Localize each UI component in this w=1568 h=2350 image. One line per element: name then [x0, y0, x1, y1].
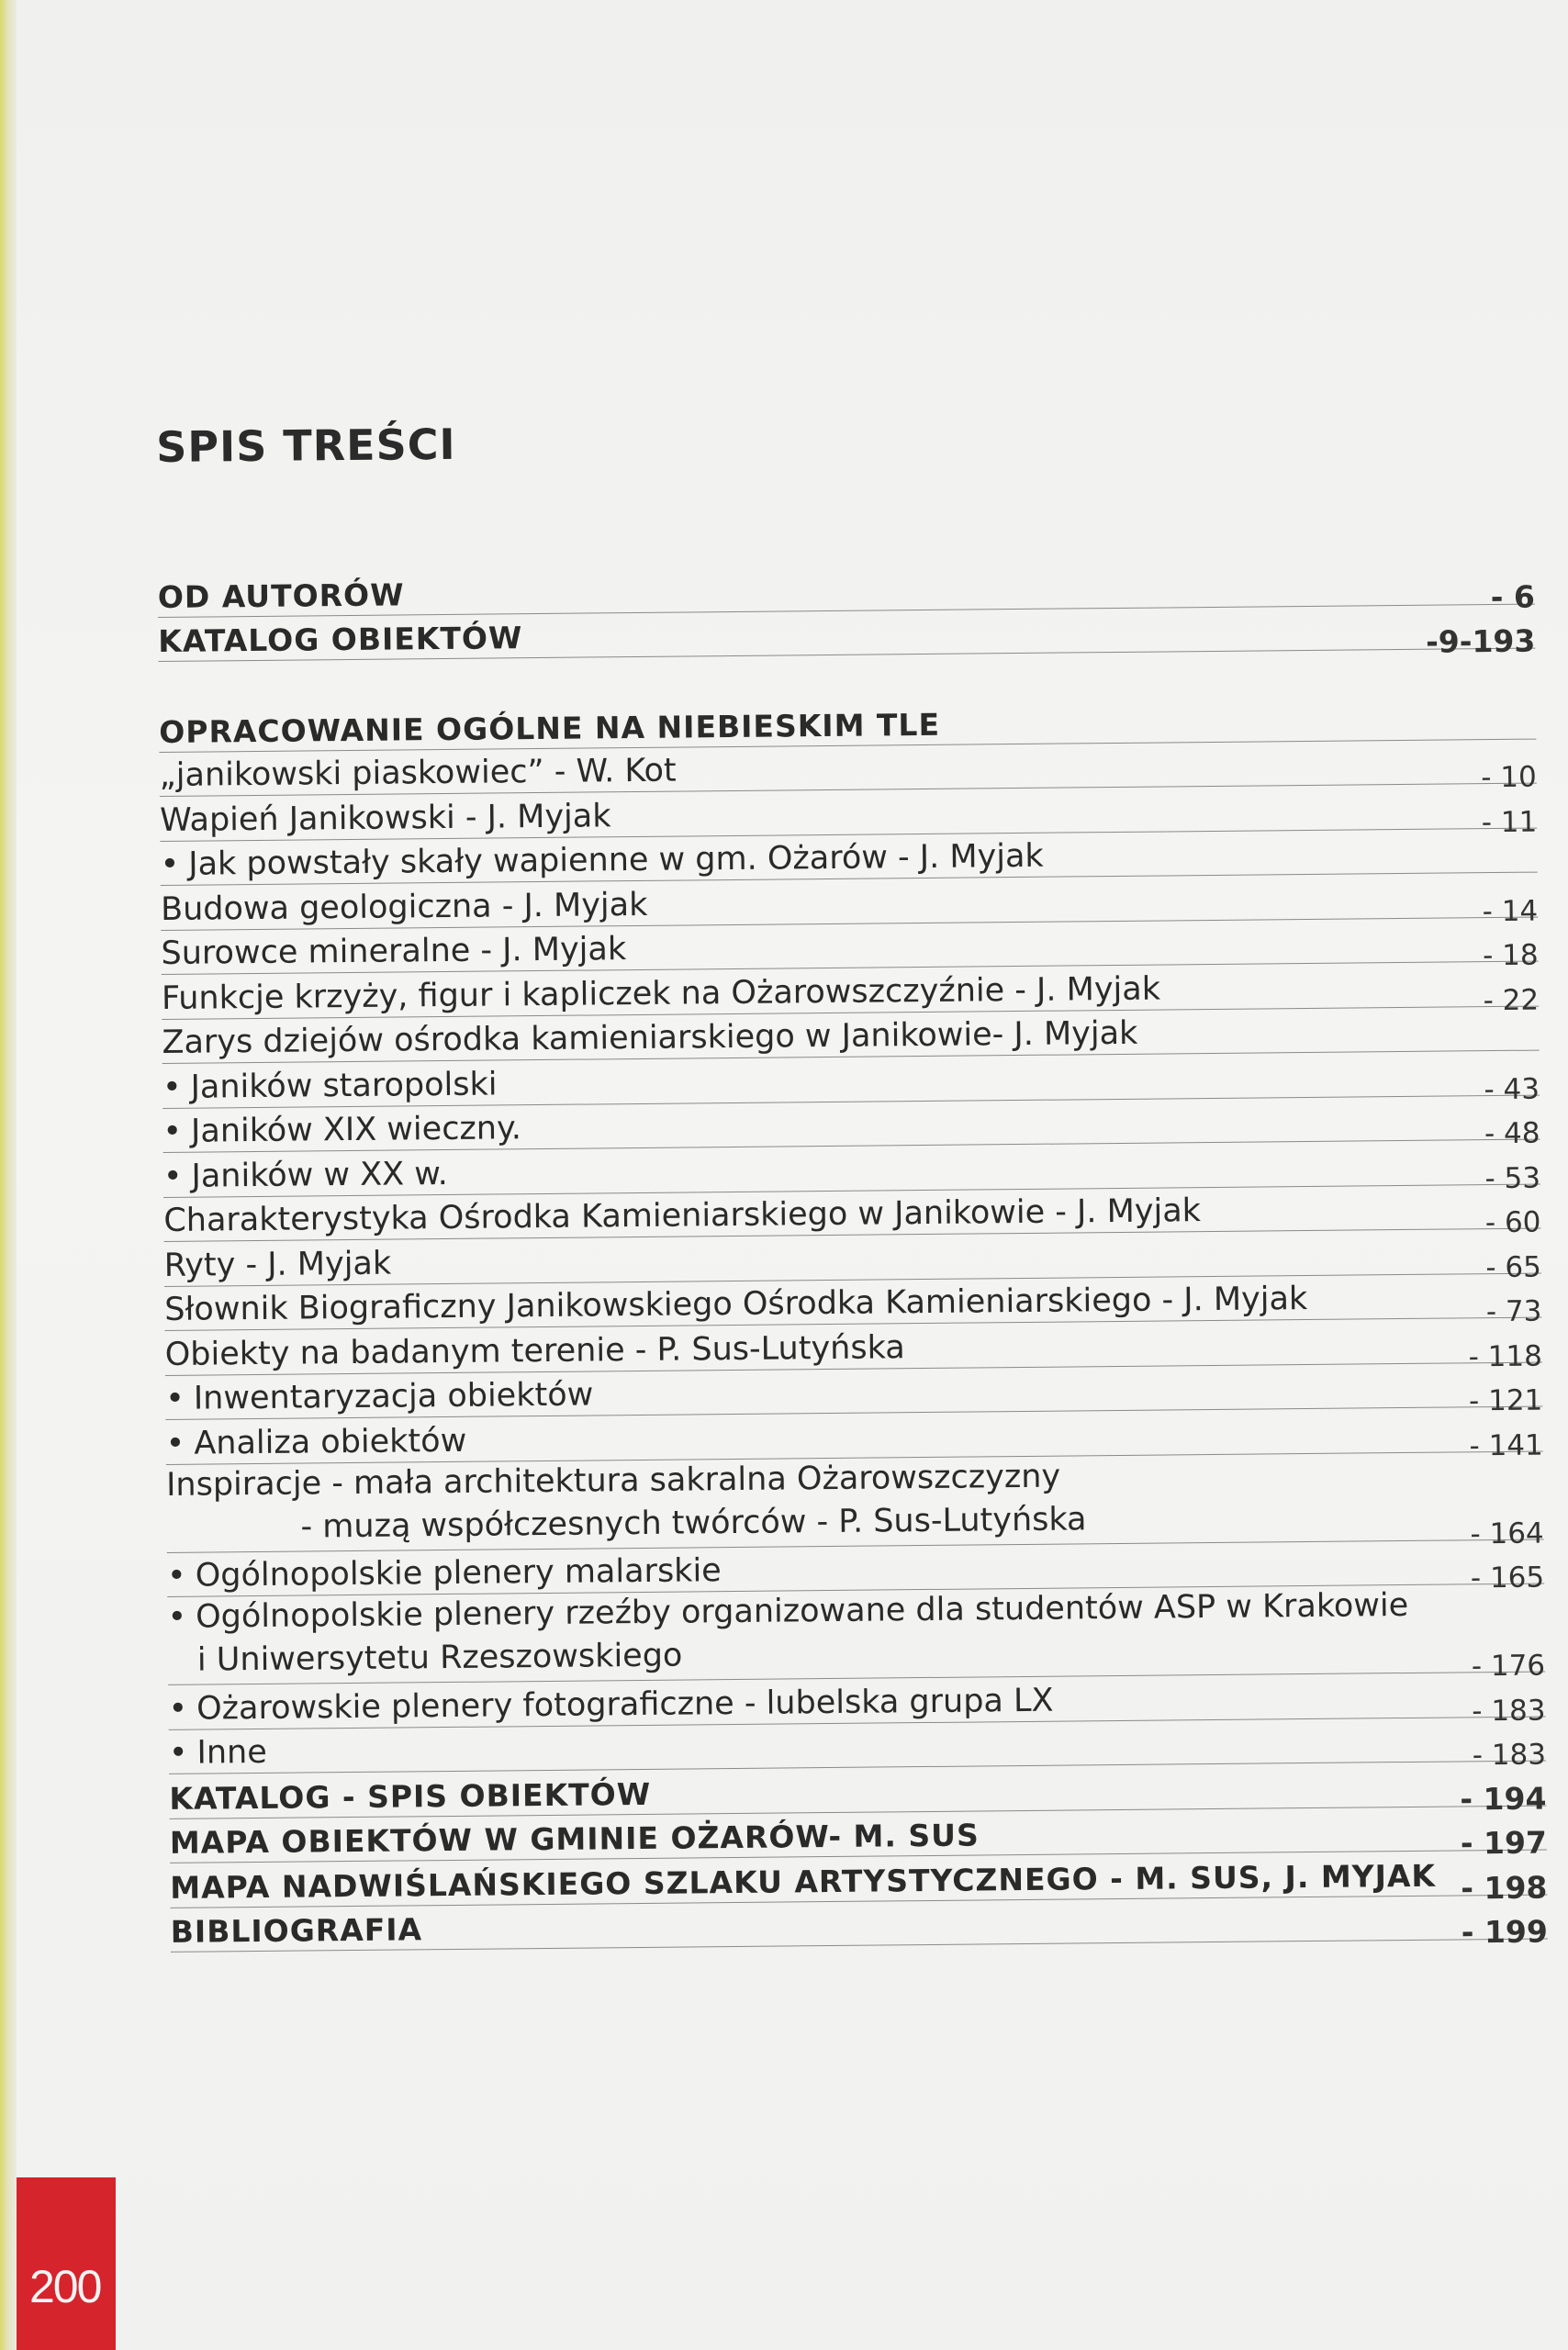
toc-entry-text: Janików w XX w.: [191, 1155, 448, 1195]
toc-entry-text: Jak powstały skały wapienne w gm. Ożarów - J. Myjak: [188, 837, 1044, 883]
toc-entry-text: Inwentaryzacja obiektów: [193, 1376, 594, 1417]
toc-entry-text: Ogólnopolskie plenery malarskie: [195, 1552, 722, 1595]
toc-entry-title: KATALOG OBIEKTÓW: [158, 620, 523, 659]
toc-entry-page: - 118: [1468, 1339, 1543, 1373]
bullet: •: [160, 845, 180, 883]
toc-entry-title: [168, 1682, 1053, 1727]
toc-entry-page: - 164: [1470, 1516, 1544, 1550]
toc-entry-title: [161, 886, 648, 927]
toc-entry-title: [170, 1817, 980, 1860]
toc-entry-title: [169, 1775, 651, 1816]
toc-entry-page: - 6: [1490, 578, 1536, 615]
toc-entry-text: Funkcje krzyży, figur i kapliczek na Ożarowszczyźnie - J. Myjak: [161, 970, 1161, 1017]
bullet: •: [162, 1069, 182, 1106]
book-page: [17, 0, 1568, 2350]
bullet: •: [166, 1557, 186, 1595]
toc-entry-text: Janików staropolski: [190, 1065, 498, 1106]
toc-entries: [168, 1673, 1546, 1774]
bullet: •: [165, 1425, 185, 1462]
toc-entry-title: OPRACOWANIE OGÓLNE NA NIEBIESKIM TLE: [159, 706, 941, 750]
toc-entry-text: BIBLIOGRAFIA: [170, 1911, 423, 1950]
toc-entry-page: - 22: [1483, 983, 1540, 1017]
toc-entry-page: - 73: [1485, 1294, 1542, 1329]
toc-entries: [169, 1762, 1548, 1953]
toc-entry-page: - 199: [1461, 1913, 1549, 1951]
toc-entry-text: Ryty - J. Myjak: [163, 1245, 392, 1284]
toc-entry-line: Ogólnopolskie plenery rzeźby organizowane dla studentów ASP w Krakowie: [195, 1586, 1409, 1636]
toc-entry-title: [167, 1584, 1409, 1683]
toc-entry-text: Zarys dziejów ośrodka kamieniarskiego w Janikowie- J. Myjak: [162, 1014, 1138, 1061]
toc-entry-title: [165, 1376, 593, 1416]
bullet: •: [162, 1158, 183, 1195]
toc-entry-text: Słownik Biograficzny Janikowskiego Ośrodka Kamieniarskiego - J. Myjak: [164, 1281, 1308, 1328]
toc-entry-text: MAPA OBIEKTÓW W GMINIE OŻARÓW- M. SUS: [169, 1817, 980, 1861]
toc-entry-title: [162, 970, 1160, 1016]
toc-entry-title: [162, 1110, 521, 1150]
toc-entry-page: - 10: [1481, 760, 1537, 795]
toc-entry-page: - 165: [1470, 1561, 1545, 1595]
toc-entry-page: - 141: [1469, 1428, 1543, 1462]
toc-entry-text: Ożarowskie plenery fotograficzne - lubelska grupa LX: [196, 1682, 1054, 1728]
bullet: •: [168, 1690, 188, 1728]
toc-entry-title: [164, 1245, 392, 1283]
toc-entry-page: - 43: [1484, 1072, 1540, 1106]
toc-entry-title: [163, 1192, 1201, 1239]
toc-entry-page: - 48: [1484, 1116, 1540, 1151]
toc-entry-text: „janikowski piaskowiec” - W. Kot: [159, 752, 677, 794]
toc-entry-page: - 11: [1481, 805, 1538, 839]
toc-entry-title: [162, 1015, 1137, 1061]
toc-entry-page: - 197: [1460, 1824, 1548, 1862]
toc-entry-text: KATALOG - SPIS OBIEKTÓW: [169, 1775, 652, 1817]
toc-entry-text: Wapień Janikowski - J. Myjak: [159, 797, 611, 839]
toc-entry-line: i Uniwersytetu Rzeszowskiego: [196, 1637, 683, 1679]
toc-entry-title: [163, 1155, 448, 1194]
toc-entry: [167, 1584, 1545, 1685]
toc-entry-page: - 198: [1461, 1869, 1548, 1906]
toc-entry-title: [160, 798, 611, 839]
toc-entry-title: [165, 1422, 466, 1461]
bullet: •: [167, 1598, 187, 1636]
toc-entry-line: - muzą współczesnych twórców - P. Sus-Lutyńska: [300, 1500, 1087, 1546]
bullet: •: [168, 1734, 188, 1772]
toc-entry: [166, 1451, 1544, 1552]
toc-entry-title: [166, 1455, 1087, 1550]
table-of-contents: [156, 409, 1548, 1953]
toc-entry-text: Obiekty na badanym terenie - P. Sus-Lutyńska: [164, 1328, 905, 1373]
toc-entry-text: Analiza obiektów: [194, 1422, 467, 1462]
toc-entry-page: - 65: [1485, 1250, 1542, 1284]
toc-entry-page: - 121: [1468, 1383, 1543, 1418]
toc-entry-title: [161, 931, 626, 972]
toc-entry-text: Inne: [196, 1733, 267, 1772]
bullet: •: [162, 1113, 183, 1150]
toc-entry-text: Charakterystyka Ośrodka Kamieniarskiego w Janikowie - J. Myjak: [163, 1192, 1202, 1239]
toc-entry-title: [171, 1911, 423, 1950]
toc-entry-page: - 183: [1472, 1738, 1547, 1773]
toc-entry-title: [169, 1734, 267, 1772]
toc-entry-page: -9-193: [1425, 622, 1536, 660]
toc-entry-title: [167, 1552, 722, 1595]
toc-entry-title: [165, 1329, 905, 1373]
toc-entry-page: - 53: [1484, 1161, 1541, 1195]
toc-entry-text: Surowce mineralne - J. Myjak: [161, 931, 627, 972]
toc-entry-page: - 14: [1482, 894, 1539, 928]
toc-entry-page: - 176: [1471, 1649, 1546, 1684]
page-title: SPIS TREŚCI: [156, 419, 456, 472]
page-number: 200: [29, 2261, 101, 2312]
toc-entry-page: - 183: [1472, 1694, 1546, 1728]
page-number-tab: [17, 2177, 116, 2350]
toc-entry-text: Budowa geologiczna - J. Myjak: [160, 886, 648, 928]
toc-entry-page: - 194: [1460, 1780, 1547, 1817]
toc-entry-page: - 60: [1484, 1205, 1541, 1240]
toc-entry-title: [160, 753, 677, 794]
toc-entry-title: [162, 1066, 498, 1105]
toc-entry-text: MAPA NADWIŚLAŃSKIEGO SZLAKU ARTYSTYCZNEGO - M. SUS, J. MYJAK: [170, 1857, 1437, 1906]
toc-entry-title: [160, 838, 1043, 883]
bullet: •: [165, 1380, 185, 1417]
toc-entries: [159, 739, 1542, 1464]
toc-entry-title: OD AUTORÓW: [157, 576, 405, 615]
toc-entry-page: - 18: [1482, 938, 1539, 973]
toc-entry-text: Janików XIX wieczny.: [190, 1110, 522, 1150]
toc-entry-line: Inspiracje - mała architektura sakralna Ożarowszczyzny: [165, 1458, 1061, 1504]
